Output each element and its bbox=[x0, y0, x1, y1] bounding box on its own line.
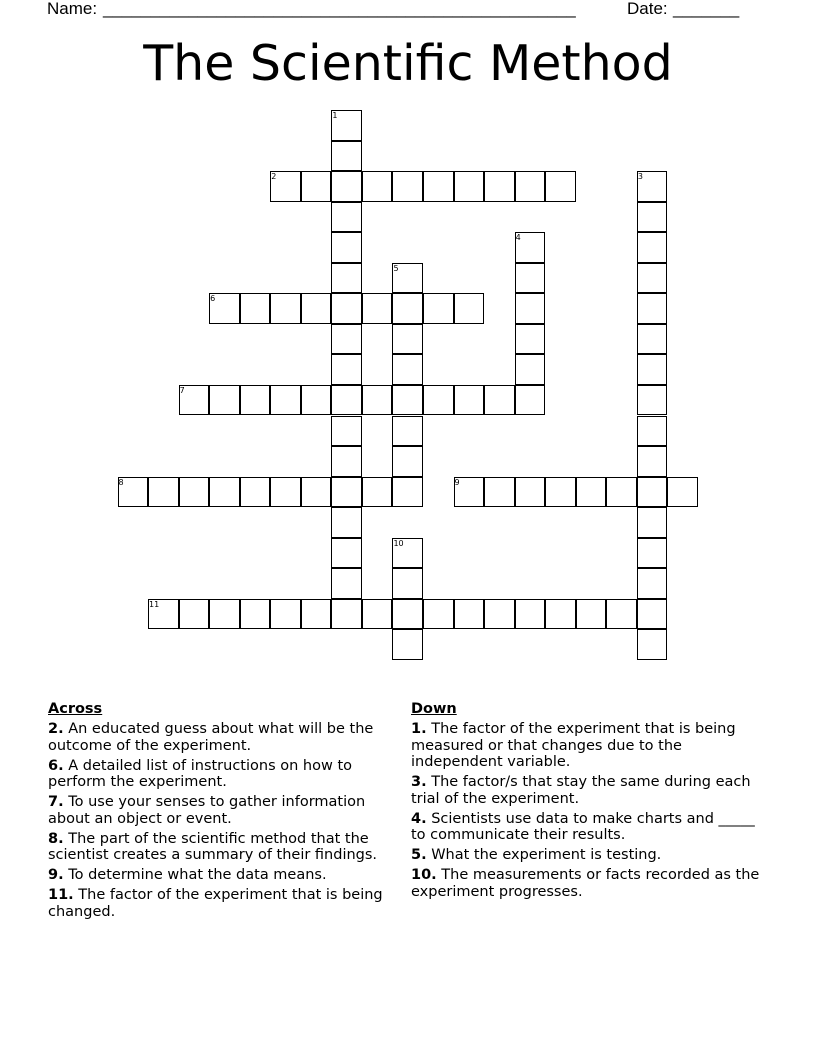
crossword-cell[interactable] bbox=[270, 293, 301, 324]
crossword-cell[interactable] bbox=[331, 232, 362, 263]
crossword-cell[interactable] bbox=[515, 293, 546, 324]
crossword-cell[interactable] bbox=[515, 477, 546, 508]
crossword-cell[interactable] bbox=[637, 507, 668, 538]
crossword-cell[interactable] bbox=[637, 385, 668, 416]
crossword-cell[interactable] bbox=[484, 599, 515, 630]
date-label: Date: bbox=[627, 0, 668, 18]
crossword-cell[interactable] bbox=[484, 477, 515, 508]
crossword-cell[interactable] bbox=[637, 446, 668, 477]
clue-down-5 bbox=[411, 847, 766, 864]
clue-number-label: 5 bbox=[393, 263, 399, 273]
crossword-cell[interactable] bbox=[392, 385, 423, 416]
crossword-cell[interactable] bbox=[454, 385, 485, 416]
crossword-cell[interactable] bbox=[392, 416, 423, 447]
crossword-cell[interactable] bbox=[637, 293, 668, 324]
clue-across-11 bbox=[48, 887, 403, 920]
clue-number-label: 9 bbox=[454, 477, 460, 487]
crossword-cell[interactable] bbox=[392, 538, 423, 569]
crossword-cell[interactable] bbox=[515, 599, 546, 630]
crossword-cell[interactable] bbox=[362, 599, 393, 630]
crossword-cell[interactable] bbox=[209, 293, 240, 324]
crossword-cell[interactable] bbox=[576, 477, 607, 508]
clue-text: The factor/s that stay the same during each trial of the experiment. bbox=[411, 774, 751, 807]
crossword-cell[interactable] bbox=[454, 477, 485, 508]
crossword-cell[interactable] bbox=[331, 293, 362, 324]
crossword-cell[interactable] bbox=[362, 477, 393, 508]
clue-text: An educated guess about what will be the outcome of the experiment. bbox=[48, 721, 374, 754]
clue-number-label: 7 bbox=[179, 385, 185, 395]
clue-text: The measurements or facts recorded as the experiment progresses. bbox=[411, 867, 760, 900]
clue-text: To determine what the data means. bbox=[68, 867, 327, 883]
crossword-cell[interactable] bbox=[301, 385, 332, 416]
clue-number: 7. bbox=[48, 794, 64, 810]
crossword-cell[interactable] bbox=[301, 599, 332, 630]
clue-number: 8. bbox=[48, 830, 64, 847]
clue-down-4 bbox=[411, 811, 766, 844]
clue-number: 6. bbox=[48, 757, 64, 774]
clue-number: 10. bbox=[411, 867, 437, 883]
crossword-cell[interactable] bbox=[362, 293, 393, 324]
crossword-cell[interactable] bbox=[637, 171, 668, 202]
crossword-cell[interactable] bbox=[423, 171, 454, 202]
clue-number-label: 10 bbox=[393, 538, 404, 548]
crossword-cell[interactable] bbox=[209, 599, 240, 630]
clue-across-7 bbox=[48, 794, 403, 827]
clue-number: 5. bbox=[411, 847, 427, 863]
clue-text: Scientists use data to make charts and _____ to communicate their results. bbox=[411, 810, 755, 843]
crossword-cell[interactable] bbox=[240, 599, 271, 630]
page-title: The Scientific Method bbox=[143, 35, 673, 92]
crossword-cell[interactable] bbox=[148, 477, 179, 508]
crossword-cell[interactable] bbox=[270, 171, 301, 202]
crossword-cell[interactable] bbox=[606, 477, 637, 508]
crossword-cell[interactable] bbox=[392, 629, 423, 660]
crossword-cell[interactable] bbox=[637, 538, 668, 569]
crossword-cell[interactable] bbox=[637, 416, 668, 447]
crossword-cell[interactable] bbox=[270, 477, 301, 508]
crossword-cell[interactable] bbox=[331, 538, 362, 569]
clue-number-label: 3 bbox=[637, 172, 643, 182]
crossword-cell[interactable] bbox=[515, 171, 546, 202]
across-heading: Across bbox=[48, 701, 103, 717]
crossword-cell[interactable] bbox=[179, 599, 210, 630]
clue-number: 4. bbox=[411, 810, 427, 827]
clue-number: 11. bbox=[48, 887, 74, 903]
crossword-cell[interactable] bbox=[454, 171, 485, 202]
clue-number: 2. bbox=[48, 721, 64, 737]
crossword-cell[interactable] bbox=[331, 141, 362, 172]
crossword-cell[interactable] bbox=[301, 293, 332, 324]
crossword-cell[interactable] bbox=[515, 263, 546, 294]
crossword-cell[interactable] bbox=[392, 324, 423, 355]
crossword-cell[interactable] bbox=[331, 324, 362, 355]
crossword-cell[interactable] bbox=[606, 599, 637, 630]
crossword-cell[interactable] bbox=[423, 293, 454, 324]
crossword-cell[interactable] bbox=[118, 477, 149, 508]
crossword-cell[interactable] bbox=[423, 599, 454, 630]
clue-number-label: 4 bbox=[515, 233, 521, 243]
clue-down-3 bbox=[411, 774, 766, 807]
down-clues bbox=[411, 700, 766, 904]
crossword-cell[interactable] bbox=[179, 385, 210, 416]
name-label: Name: bbox=[47, 0, 98, 18]
crossword-cell[interactable] bbox=[331, 202, 362, 233]
clue-across-2 bbox=[48, 721, 403, 754]
crossword-cell[interactable] bbox=[515, 385, 546, 416]
crossword-cell[interactable] bbox=[270, 599, 301, 630]
down-heading: Down bbox=[411, 701, 457, 717]
crossword-cell[interactable] bbox=[667, 477, 698, 508]
crossword-cell[interactable] bbox=[637, 202, 668, 233]
crossword-cell[interactable] bbox=[362, 385, 393, 416]
crossword-cell[interactable] bbox=[637, 263, 668, 294]
clue-text: To use your senses to gather information about an object or event. bbox=[48, 794, 366, 827]
crossword-cell[interactable] bbox=[392, 599, 423, 630]
clue-text: The part of the scientific method that the scientist creates a summary of their findings. bbox=[48, 830, 378, 863]
clue-down-10 bbox=[411, 867, 766, 900]
crossword-cell[interactable] bbox=[637, 324, 668, 355]
crossword-cell[interactable] bbox=[392, 446, 423, 477]
clue-text: A detailed list of instructions on how to perform the experiment. bbox=[48, 757, 353, 790]
crossword-cell[interactable] bbox=[545, 171, 576, 202]
clue-number-label: 6 bbox=[210, 294, 216, 304]
crossword-cell[interactable] bbox=[454, 293, 485, 324]
crossword-cell[interactable] bbox=[331, 477, 362, 508]
crossword-cell[interactable] bbox=[331, 568, 362, 599]
clue-across-9 bbox=[48, 867, 403, 884]
crossword-cell[interactable] bbox=[637, 354, 668, 385]
clue-number-label: 2 bbox=[271, 172, 277, 182]
clue-down-1 bbox=[411, 721, 766, 771]
name-field-line[interactable]: __________________________________________________ bbox=[103, 0, 576, 18]
crossword-cell[interactable] bbox=[484, 385, 515, 416]
crossword-cell[interactable] bbox=[392, 354, 423, 385]
clue-number-label: 8 bbox=[118, 477, 124, 487]
crossword-cell[interactable] bbox=[392, 293, 423, 324]
clue-across-6 bbox=[48, 758, 403, 791]
crossword-cell[interactable] bbox=[179, 477, 210, 508]
clue-across-8 bbox=[48, 831, 403, 864]
crossword-cell[interactable] bbox=[545, 599, 576, 630]
crossword-cell[interactable] bbox=[209, 385, 240, 416]
crossword-cell[interactable] bbox=[331, 263, 362, 294]
crossword-cell[interactable] bbox=[240, 477, 271, 508]
clue-number: 9. bbox=[48, 867, 64, 883]
crossword-cell[interactable] bbox=[637, 629, 668, 660]
clue-number-label: 11 bbox=[149, 599, 160, 609]
clue-text: The factor of the experiment that is being measured or that changes due to the independent variable. bbox=[411, 721, 736, 770]
crossword-cell[interactable] bbox=[331, 171, 362, 202]
crossword-cell[interactable] bbox=[148, 599, 179, 630]
crossword-cell[interactable] bbox=[362, 171, 393, 202]
crossword-cell[interactable] bbox=[301, 171, 332, 202]
crossword-cell[interactable] bbox=[331, 110, 362, 141]
crossword-cell[interactable] bbox=[331, 507, 362, 538]
crossword-cell[interactable] bbox=[392, 171, 423, 202]
crossword-cell[interactable] bbox=[637, 477, 668, 508]
crossword-cell[interactable] bbox=[637, 232, 668, 263]
crossword-cell[interactable] bbox=[270, 385, 301, 416]
crossword-cell[interactable] bbox=[484, 171, 515, 202]
crossword-cell[interactable] bbox=[545, 477, 576, 508]
crossword-cell[interactable] bbox=[454, 599, 485, 630]
clue-number: 1. bbox=[411, 721, 427, 737]
crossword-cell[interactable] bbox=[515, 324, 546, 355]
clue-number-label: 1 bbox=[332, 111, 338, 120]
crossword-cell[interactable] bbox=[515, 232, 546, 263]
crossword-cell[interactable] bbox=[392, 263, 423, 294]
crossword-cell[interactable] bbox=[637, 599, 668, 630]
across-clues bbox=[48, 700, 403, 924]
crossword-cell[interactable] bbox=[240, 293, 271, 324]
crossword-cell[interactable] bbox=[515, 354, 546, 385]
date-field-line[interactable]: _______ bbox=[673, 0, 740, 18]
clue-number: 3. bbox=[411, 774, 427, 790]
crossword-cell[interactable] bbox=[576, 599, 607, 630]
crossword-cell[interactable] bbox=[209, 477, 240, 508]
crossword-cell[interactable] bbox=[331, 354, 362, 385]
clue-text: What the experiment is testing. bbox=[431, 847, 662, 863]
crossword-cell[interactable] bbox=[331, 385, 362, 416]
clue-text: The factor of the experiment that is being changed. bbox=[48, 887, 383, 920]
crossword-cell[interactable] bbox=[331, 599, 362, 630]
crossword-cell[interactable] bbox=[392, 477, 423, 508]
crossword-cell[interactable] bbox=[423, 385, 454, 416]
crossword-cell[interactable] bbox=[301, 477, 332, 508]
crossword-cell[interactable] bbox=[240, 385, 271, 416]
crossword-cell[interactable] bbox=[637, 568, 668, 599]
crossword-cell[interactable] bbox=[331, 446, 362, 477]
crossword-cell[interactable] bbox=[331, 416, 362, 447]
crossword-cell[interactable] bbox=[392, 568, 423, 599]
